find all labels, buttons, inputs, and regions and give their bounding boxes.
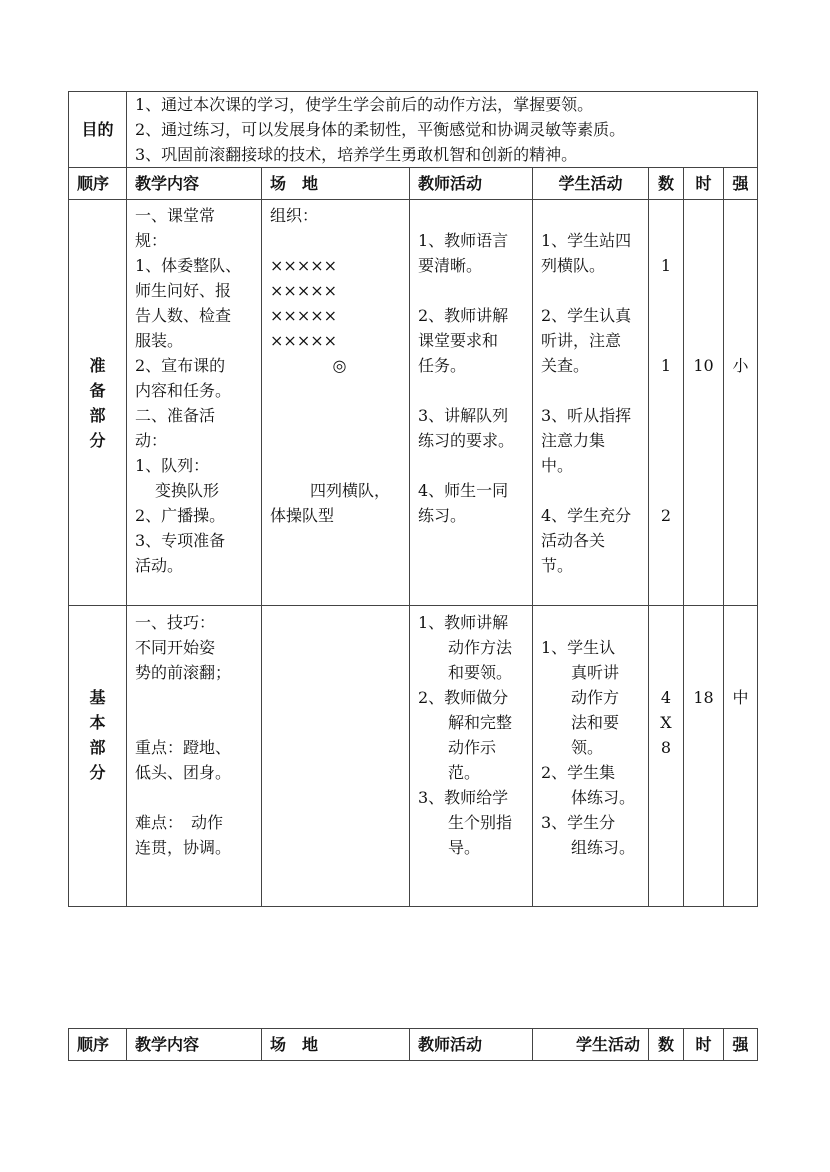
header-row — [69, 168, 758, 200]
cell-line — [684, 610, 723, 635]
cell-line: 备 — [89, 381, 106, 400]
cell-line: 4 — [660, 688, 672, 707]
cell-line: X — [660, 713, 672, 732]
basic-section-label — [69, 606, 127, 907]
cell-line: 规： — [135, 231, 168, 250]
purpose-label: 目的 — [69, 92, 127, 168]
prep-section-label — [69, 200, 127, 606]
header-order: 顺序 — [69, 1029, 127, 1061]
header-time: 时 — [684, 168, 724, 200]
prep-teacher — [410, 200, 533, 606]
cell-line: 18 — [693, 688, 714, 707]
prep-field — [262, 200, 410, 606]
cell-line — [69, 328, 126, 353]
lesson-plan-table — [68, 91, 758, 907]
cell-line — [135, 710, 261, 735]
cell-line — [724, 610, 757, 635]
basic-intensity — [724, 606, 758, 907]
basic-section-row — [69, 606, 758, 907]
cell-line: 2、广播操。 — [135, 506, 226, 525]
header-student: 学生活动 — [533, 168, 649, 200]
cell-line: 8 — [660, 738, 672, 757]
cell-line — [724, 328, 757, 353]
cell-line — [684, 635, 723, 660]
prep-student — [533, 200, 649, 606]
cell-line — [649, 635, 683, 660]
cell-line: ××××× — [270, 256, 338, 275]
cell-line — [649, 428, 683, 453]
cell-line: 变换队形 — [155, 481, 220, 500]
cell-line — [541, 278, 648, 303]
cell-line: 1、体委整队、 — [135, 256, 242, 275]
cell-line: 3、教师给学 — [418, 788, 509, 807]
cell-line: 活动各关 — [541, 531, 606, 550]
prep-count — [649, 200, 684, 606]
cell-line — [649, 278, 683, 303]
cell-line: 低头、团身。 — [135, 763, 232, 782]
cell-line: 2、宣布课的 — [135, 356, 226, 375]
header-student: 学生活动 — [533, 1029, 649, 1061]
cell-line: 3、专项准备 — [135, 531, 226, 550]
cell-line: 2、教师做分 — [418, 688, 509, 707]
cell-line: 3、讲解队列 — [418, 406, 509, 425]
cell-line: 1、队列： — [135, 456, 210, 475]
cell-line: 中 — [732, 688, 749, 707]
cell-line — [649, 203, 683, 228]
cell-line: 2、学生认真 — [541, 306, 632, 325]
cell-line: 不同开始姿 — [135, 638, 216, 657]
cell-line: 练习的要求。 — [418, 431, 515, 450]
cell-line — [724, 228, 757, 253]
cell-line — [270, 228, 409, 253]
cell-line: 中。 — [541, 456, 574, 475]
cell-line — [418, 453, 532, 478]
cell-line: 活动。 — [135, 556, 184, 575]
cell-line — [724, 253, 757, 278]
header-intensity: 强 — [724, 168, 758, 200]
cell-line: 1、教师语言 — [418, 231, 509, 250]
prep-time — [684, 200, 724, 606]
cell-line — [724, 635, 757, 660]
cell-line — [649, 610, 683, 635]
cell-line: 课堂要求和 — [418, 331, 499, 350]
cell-line — [69, 610, 126, 635]
cell-line — [649, 453, 683, 478]
cell-line: 部 — [89, 406, 106, 425]
cell-line — [69, 253, 126, 278]
cell-line — [649, 328, 683, 353]
cell-line: 真听讲 — [571, 663, 620, 682]
cell-line: 任务。 — [418, 356, 467, 375]
cell-line — [724, 203, 757, 228]
cell-line: 节。 — [541, 556, 574, 575]
basic-content — [127, 606, 262, 907]
cell-line: 连贯，协调。 — [135, 838, 232, 857]
cell-line: 体操队型 — [270, 506, 335, 525]
cell-line: 听讲，注意 — [541, 331, 622, 350]
cell-line: 注意力集 — [541, 431, 606, 450]
cell-line: 动作示 — [448, 738, 497, 757]
cell-line — [684, 303, 723, 328]
cell-line: 一、课堂常 — [135, 206, 216, 225]
cell-line: 四列横队， — [310, 481, 391, 500]
cell-line: 列横队。 — [541, 256, 606, 275]
cell-line: 师生问好、报 — [135, 281, 232, 300]
header-teacher: 教师活动 — [410, 168, 533, 200]
cell-line — [418, 278, 532, 303]
cell-line — [69, 635, 126, 660]
cell-line: 组练习。 — [571, 838, 636, 857]
basic-field — [262, 606, 410, 907]
cell-line: 一、技巧： — [135, 613, 216, 632]
cell-line: 导。 — [448, 838, 481, 857]
cell-line: 内容和任务。 — [135, 381, 232, 400]
cell-line: 势的前滚翻； — [135, 663, 232, 682]
prep-content — [127, 200, 262, 606]
cell-line — [541, 378, 648, 403]
cell-line: 4、学生充分 — [541, 506, 632, 525]
cell-line — [418, 378, 532, 403]
cell-line: 重点：蹬地、 — [135, 738, 232, 757]
header-count: 数 — [649, 168, 684, 200]
cell-line: 1、通过本次课的学习，使学生学会前后的动作方法，掌握要领。 — [135, 95, 594, 114]
cell-line: 二、准备活 — [135, 406, 216, 425]
cell-line: 1 — [660, 256, 672, 275]
cell-line — [270, 453, 409, 478]
header-field: 场 地 — [262, 1029, 410, 1061]
header-order: 顺序 — [69, 168, 127, 200]
cell-line: 组织： — [270, 206, 319, 225]
cell-line: 服装。 — [135, 331, 184, 350]
cell-line: 难点： 动作 — [135, 813, 224, 832]
cell-line — [724, 303, 757, 328]
cell-line — [270, 403, 409, 428]
purpose-text — [127, 92, 758, 168]
cell-line: 动作方法 — [448, 638, 513, 657]
cell-line — [684, 228, 723, 253]
cell-line — [649, 228, 683, 253]
cell-line — [649, 403, 683, 428]
cell-line — [69, 203, 126, 228]
header-teacher: 教师活动 — [410, 1029, 533, 1061]
cell-line — [541, 610, 648, 635]
cell-line: 1、教师讲解 — [418, 613, 509, 632]
purpose-row — [69, 92, 758, 168]
cell-line — [684, 328, 723, 353]
cell-line: 告人数、检查 — [135, 306, 232, 325]
cell-line — [684, 278, 723, 303]
header-time: 时 — [684, 1029, 724, 1061]
cell-line: 3、听从指挥 — [541, 406, 632, 425]
cell-line: 2、通过练习，可以发展身体的柔韧性，平衡感觉和协调灵敏等素质。 — [135, 120, 626, 139]
cell-line — [541, 478, 648, 503]
cell-line: 1、学生认 — [541, 638, 616, 657]
cell-line: 2、教师讲解 — [418, 306, 509, 325]
cell-line: 关查。 — [541, 356, 590, 375]
header-content: 教学内容 — [127, 168, 262, 200]
header-intensity: 强 — [724, 1029, 758, 1061]
cell-line: 动作方 — [571, 688, 620, 707]
cell-line: 解和完整 — [448, 713, 513, 732]
cell-line — [69, 303, 126, 328]
cell-line — [649, 478, 683, 503]
cell-line: 基 — [89, 688, 106, 707]
cell-line: ××××× — [270, 331, 338, 350]
cell-line: 3、巩固前滚翻接球的技术，培养学生勇敢机智和创新的精神。 — [135, 145, 578, 164]
cell-line: 生个别指 — [448, 813, 513, 832]
cell-line: 和要领。 — [448, 663, 513, 682]
cell-line — [649, 378, 683, 403]
cell-line — [684, 203, 723, 228]
cell-line — [649, 303, 683, 328]
cell-line: 分 — [89, 431, 106, 450]
cell-line: 准 — [89, 356, 106, 375]
prep-intensity — [724, 200, 758, 606]
cell-line: 2 — [660, 506, 672, 525]
cell-line: 小 — [732, 356, 749, 375]
basic-teacher — [410, 606, 533, 907]
cell-line — [684, 253, 723, 278]
cell-line — [724, 660, 757, 685]
cell-line: 领。 — [571, 738, 604, 757]
cell-line — [270, 428, 409, 453]
cell-line — [724, 278, 757, 303]
cell-line: 1 — [660, 356, 672, 375]
cell-line: 练习。 — [418, 506, 467, 525]
cell-line — [135, 785, 261, 810]
cell-line: 分 — [89, 763, 106, 782]
cell-line: 本 — [89, 713, 106, 732]
cell-line — [418, 203, 532, 228]
continuation-table-header — [68, 1028, 758, 1061]
basic-count — [649, 606, 684, 907]
cell-line: 范。 — [448, 763, 481, 782]
basic-student — [533, 606, 649, 907]
cell-line: 10 — [693, 356, 714, 375]
prep-section-row — [69, 200, 758, 606]
cell-line — [69, 278, 126, 303]
header-field: 场 地 — [262, 168, 410, 200]
header-content: 教学内容 — [127, 1029, 262, 1061]
cell-line — [69, 228, 126, 253]
cell-line: 3、学生分 — [541, 813, 616, 832]
cell-line — [69, 660, 126, 685]
cell-line: 4、师生一同 — [418, 481, 509, 500]
cell-line: 要清晰。 — [418, 256, 483, 275]
cell-line: 1、学生站四 — [541, 231, 632, 250]
cell-line — [649, 660, 683, 685]
cell-line — [541, 203, 648, 228]
cell-line — [684, 660, 723, 685]
cell-line: 2、学生集 — [541, 763, 616, 782]
cell-line: 体练习。 — [571, 788, 636, 807]
cell-line: 部 — [89, 738, 106, 757]
cell-line: ××××× — [270, 306, 338, 325]
basic-time — [684, 606, 724, 907]
cell-line: 动： — [135, 431, 168, 450]
header-count: 数 — [649, 1029, 684, 1061]
header-row — [69, 1029, 758, 1061]
cell-line: ◎ — [332, 356, 347, 375]
cell-line: 法和要 — [571, 713, 620, 732]
cell-line — [270, 378, 409, 403]
cell-line — [135, 685, 261, 710]
cell-line: ××××× — [270, 281, 338, 300]
